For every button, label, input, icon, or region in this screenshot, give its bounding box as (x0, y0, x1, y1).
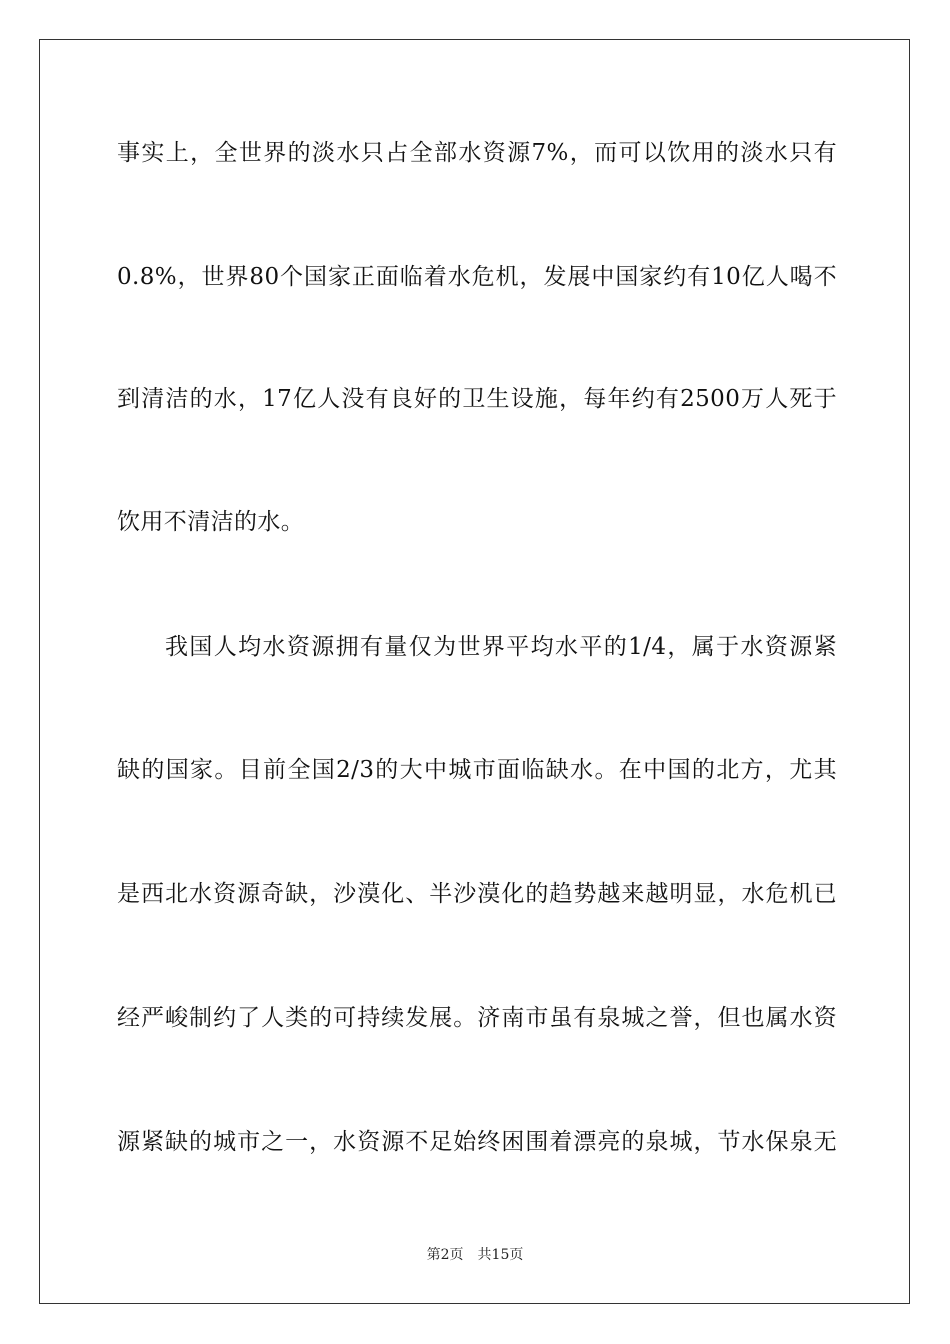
paragraph-1-line-1: 事实上，全世界的淡水只占全部水资源7%，而可以饮用的淡水只有 (117, 140, 837, 166)
paragraph-2-line-5: 源紧缺的城市之一，水资源不足始终困围着漂亮的泉城，节水保泉无 (117, 1129, 837, 1155)
paragraph-1-line-4: 饮用不清洁的水。 (117, 509, 305, 535)
page-total: 共15页 (477, 1247, 524, 1263)
page-frame (39, 39, 910, 1304)
paragraph-2-line-3: 是西北水资源奇缺，沙漠化、半沙漠化的趋势越来越明显，水危机已 (117, 881, 837, 907)
paragraph-2-line-1: 我国人均水资源拥有量仅为世界平均水平的1/4，属于水资源紧 (165, 634, 837, 660)
paragraph-2-line-4: 经严峻制约了人类的可持续发展。济南市虽有泉城之誉，但也属水资 (117, 1005, 837, 1031)
page-footer (0, 1245, 950, 1265)
paragraph-1-line-2: 0.8%，世界80个国家正面临着水危机，发展中国家约有10亿人喝不 (117, 264, 837, 290)
page-number: 第2页 (426, 1247, 464, 1263)
paragraph-1-line-3: 到清洁的水，17亿人没有良好的卫生设施，每年约有2500万人死于 (117, 386, 837, 412)
paragraph-2-line-2: 缺的国家。目前全国2/3的大中城市面临缺水。在中国的北方，尤其 (117, 757, 837, 783)
